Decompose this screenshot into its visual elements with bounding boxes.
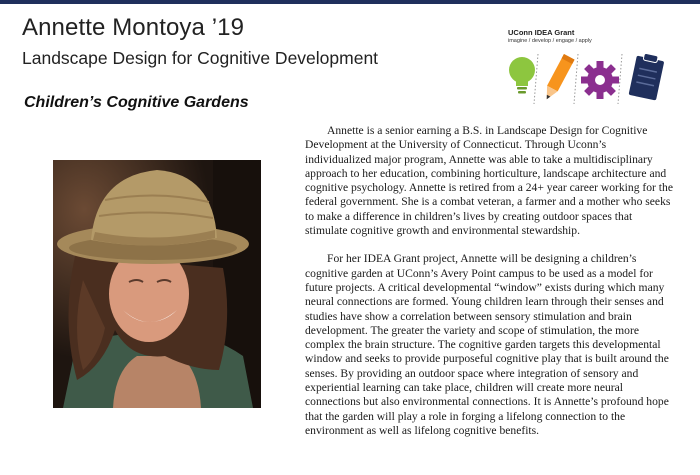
student-name: Annette Montoya ’19 bbox=[22, 14, 245, 41]
logo-tagline: imagine / develop / engage / apply bbox=[508, 38, 592, 44]
logo-title: UConn IDEA Grant bbox=[508, 28, 575, 37]
portrait-image bbox=[53, 160, 261, 408]
portrait-photo bbox=[53, 160, 261, 408]
bio-paragraph: Annette is a senior earning a B.S. in Landscape Design for Cognitive Development at the University of Connecticut. Through Uconn’s individualized major program, Annette was able to take a multidisciplinary approach to her education, combining horticulture, landscape architecture and cognitive psychology. Annette is retired from a 24+ year career working for the federal government. She is a combat veteran, a farmer and a mother who seeks to make a difference in children’s lives by creating outdoor spaces that stimulate cognitive growth and environmental stewardship. bbox=[305, 124, 673, 238]
logo-icon-row bbox=[500, 50, 675, 108]
bio-text bbox=[305, 124, 673, 452]
major-title: Landscape Design for Cognitive Development bbox=[22, 48, 379, 68]
idea-grant-logo bbox=[500, 28, 675, 108]
project-paragraph: For her IDEA Grant project, Annette will be designing a children’s cognitive garden at UConn’s Avery Point campus to be used as a model for future projects. A critical developmental “window” exists during which many neural connections are formed. Young children learn through their senses and studies have show a correlation between sensory stimulation and brain development. The greater the variety and scope of stimulation, the more complex the brain structure. The cognitive garden targets this developmental window and seeks to provide purposeful cognitive play that is built around the senses. By providing an outdoor space where integration of sensory and experiential learning can take place, children will create more neural connections but also environmental connections. It is Annette’s profound hope that the garden will play a role in forging a lifelong connection to the environment as well as lifelong cognitive benefits. bbox=[305, 252, 669, 437]
project-title: Children’s Cognitive Gardens bbox=[24, 94, 249, 111]
gear-icon bbox=[581, 61, 619, 99]
lightbulb-icon bbox=[509, 57, 535, 94]
clipboard-icon bbox=[629, 52, 666, 101]
pencil-icon bbox=[541, 54, 574, 102]
top-rule bbox=[0, 0, 700, 4]
